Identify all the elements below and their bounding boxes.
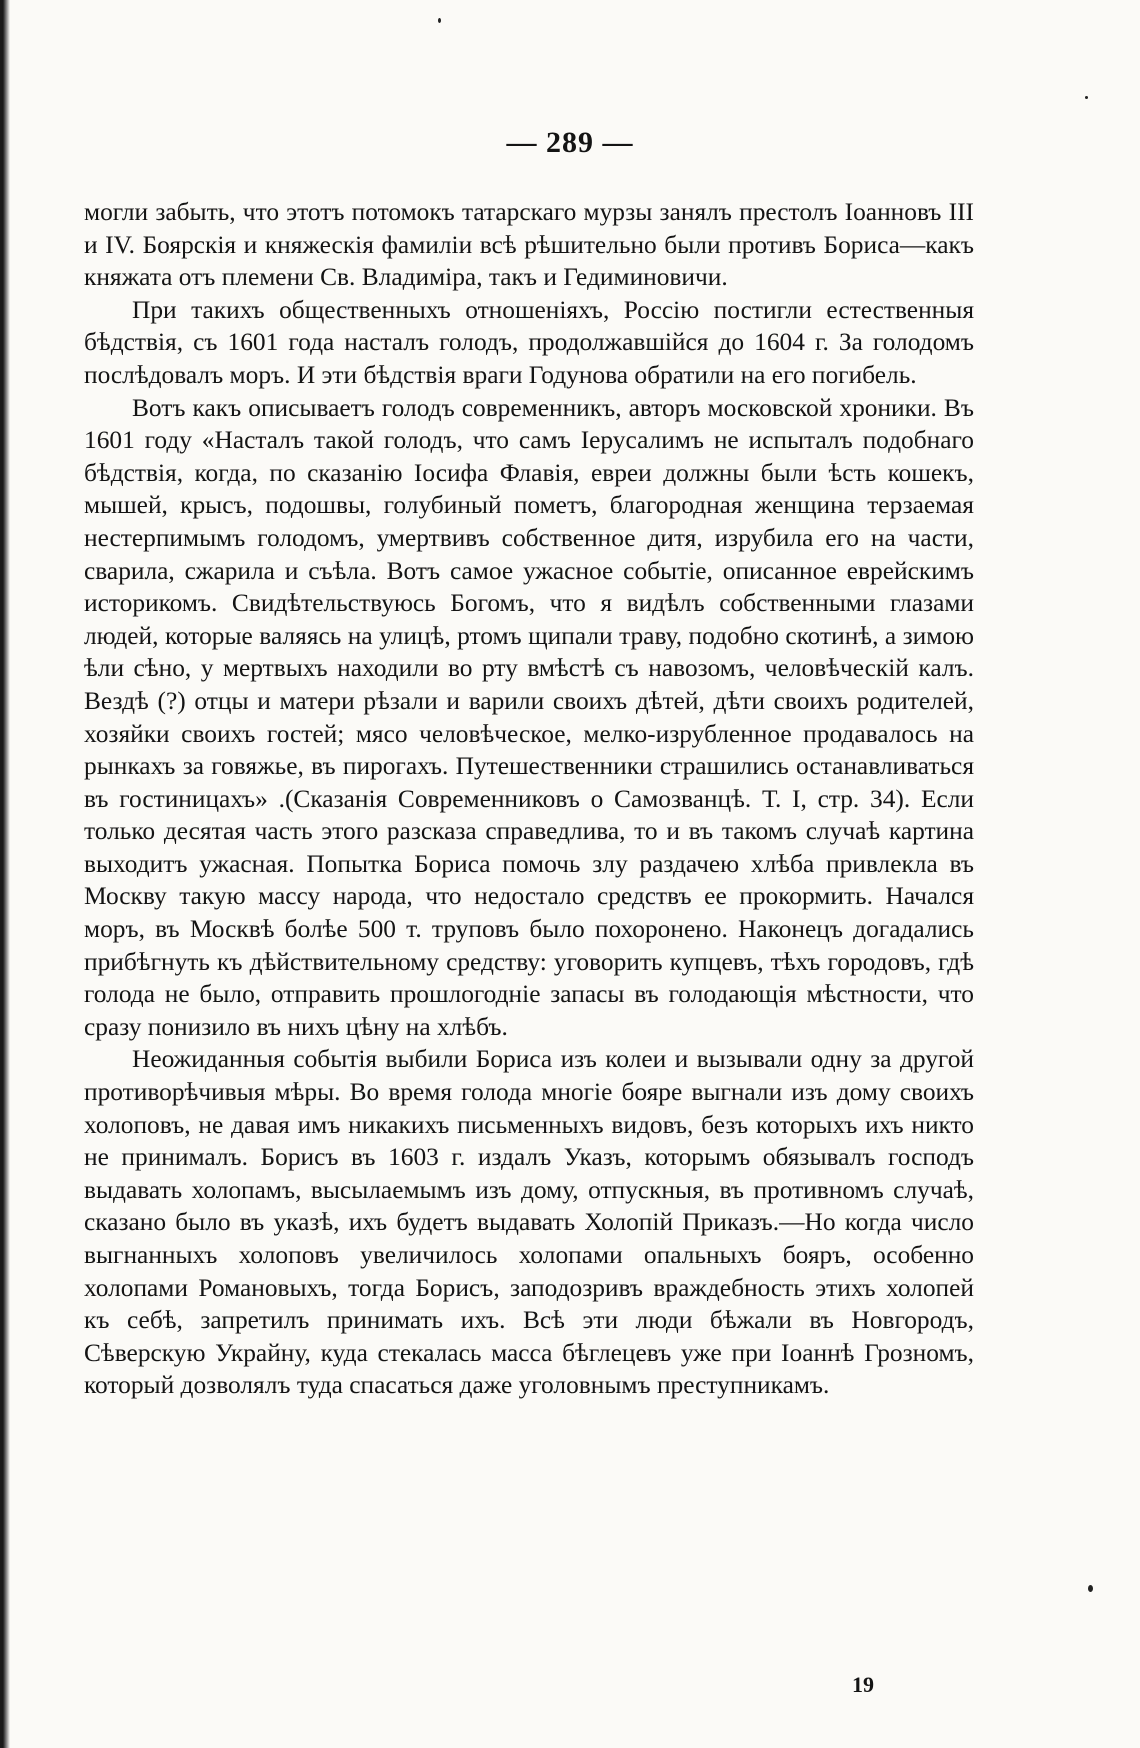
- paragraph-2: При такихъ общественныхъ отношеніяхъ, Россію постигли естественныя бѣдствія, съ 1601 года насталъ голодъ, продолжавшійся до 1604 г. За голодомъ послѣдовалъ моръ. И эти бѣдствія враги Годунова обратили на его погибель.: [84, 295, 974, 389]
- paragraph-3: Вотъ какъ описываетъ голодъ современникъ, авторъ московской хроники. Въ 1601 году «Насталъ такой голодъ, что самъ Іерусалимъ не испыталъ подобнаго бѣдствія, когда, по сказанію Іосифа Флавія, евреи должны были ѣсть кошекъ, мышей, крысъ, подошвы, голубиный пометъ, благородная женщина терзаемая нестерпимымъ голодомъ, умертвивъ собственное дитя, изрубила его на части, сварила, сжарила и съѣла. Вотъ самое ужасное событіе, описанное еврейскимъ историкомъ. Свидѣтельствуюсь Богомъ, что я видѣлъ собственными глазами людей, которые валяясь на улицѣ, ртомъ щипали траву, подобно скотинѣ, а зимою ѣли сѣно, у мертвыхъ находили во рту вмѣстѣ съ навозомъ, человѣческій калъ. Вездѣ (?) отцы и матери рѣзали и варили своихъ дѣтей, дѣти своихъ родителей, хозяйки своихъ гостей; мясо человѣческое, мелко-изрубленное продавалось на рынкахъ за говяжье, въ пирогахъ. Путешественники страшились останавливаться въ гостиницахъ» .(Сказанія Современниковъ о Самозванцѣ. Т. I, стр. 34). Если только десятая часть этого разсказа справедлива, то и въ такомъ случаѣ картина выходитъ ужасная. Попытка Бориса помочь злу раздачею хлѣба привлекла въ Москву такую массу народа, что недостало средствъ ее прокормить. Начался моръ, въ Москвѣ болѣе 500 т. труповъ было похоронено. Наконецъ догадались прибѣгнуть къ дѣйствительному средству: уговорить купцевъ, тѣхъ городовъ, гдѣ голода не было, отправить прошлогодніе запасы въ голодающія мѣстности, что сразу понизило въ нихъ цѣну на хлѣбъ.: [84, 393, 974, 1041]
- ink-speck: [1085, 96, 1088, 99]
- page-number: — 289 —: [506, 126, 634, 159]
- paragraph-4: Неожиданныя событія выбили Бориса изъ колеи и вызывали одну за другой противорѣчивыя мѣры. Во время голода многіе бояре выгнали изъ дому своихъ холоповъ, не давая имъ никакихъ письменныхъ видовъ, безъ которыхъ ихъ никто не принималъ. Борисъ въ 1603 г. издалъ Указъ, которымъ обязывалъ господъ выдавать холопамъ, высылаемымъ изъ дому, отпускныя, въ противномъ случаѣ, сказано было въ указѣ, ихъ будетъ выдавать Холопій Приказъ.—Но когда число выгнанныхъ холоповъ увеличилось холопами опальныхъ бояръ, особенно холопами Романовыхъ, тогда Борисъ, заподозривъ враждебность этихъ холопей къ себѣ, запретилъ принимать ихъ. Всѣ эти люди бѣжали въ Новгородъ, Сѣверскую Украйну, куда стекалась масса бѣглецевъ уже при Іоаннѣ Грозномъ, который дозволялъ туда спасаться даже уголовнымъ преступникамъ.: [84, 1045, 974, 1400]
- ink-speck: [438, 18, 441, 23]
- paragraph-1: могли забыть, что этотъ потомокъ татарскаго мурзы занялъ престолъ Іоанновъ III и IV. Боярскія и княжескія фамиліи всѣ рѣшительно были противъ Бориса—какъ княжата отъ племени Св. Владиміра, такъ и Гедиминовичи.: [84, 198, 974, 292]
- body-text: [84, 196, 974, 1402]
- page-edge: [0, 0, 10, 1748]
- ink-speck: [1088, 1585, 1093, 1592]
- signature-mark: 19: [852, 1672, 874, 1697]
